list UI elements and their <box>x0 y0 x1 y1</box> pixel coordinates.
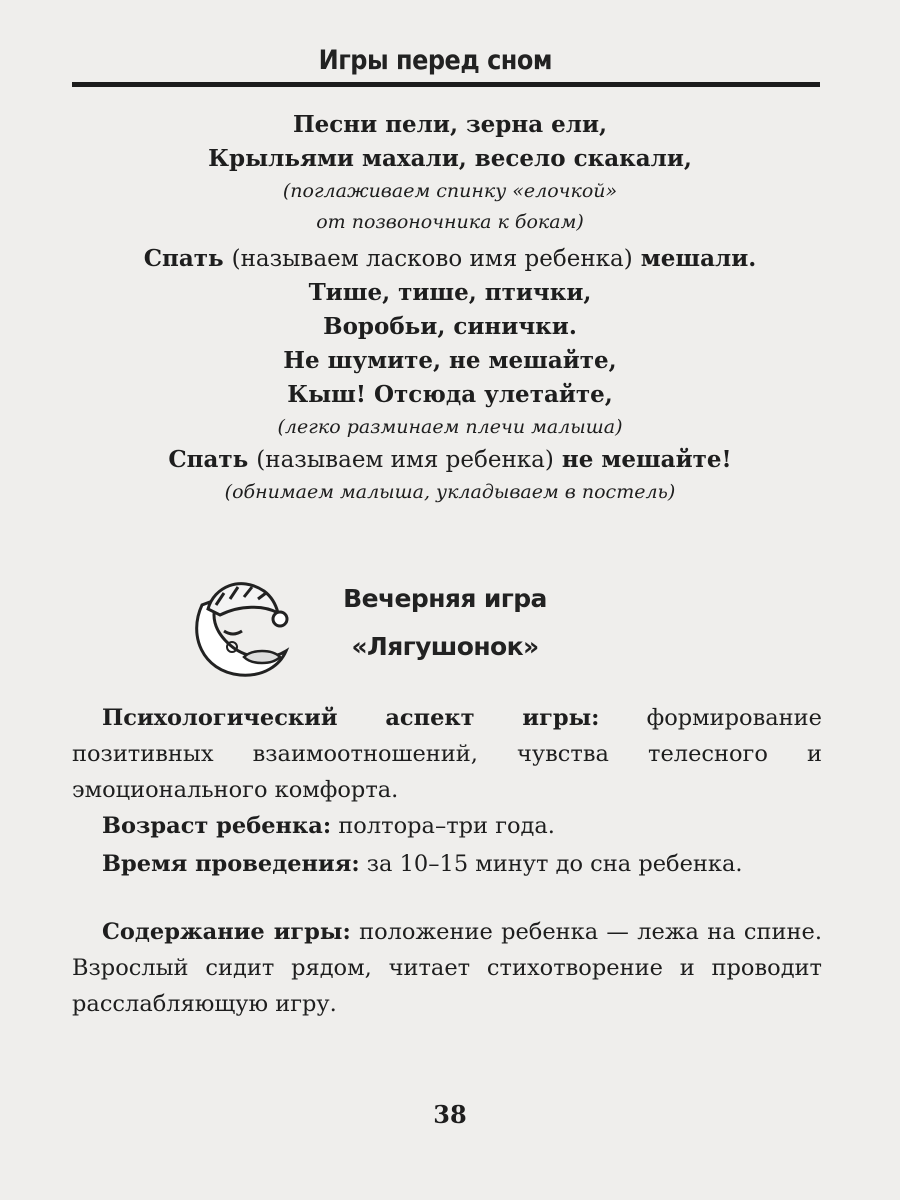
game-title-line-1: Вечерняя игра <box>343 584 547 613</box>
poem-inline-note: (называем имя ребенка) <box>256 447 554 473</box>
time-text: за 10–15 минут до сна ребенка. <box>366 851 743 877</box>
psych-aspect-label: Психологический аспект игры: <box>102 705 600 731</box>
poem-instruction: (поглаживаем спинку «елочкой» <box>282 180 618 202</box>
game-title-line-2: «Лягушонок» <box>351 632 539 661</box>
poem-inline-note: (называем ласково имя ребенка) <box>231 246 633 272</box>
poem-line: Воробьи, синички. <box>323 313 577 340</box>
poem-line: Не шумите, не мешайте, <box>283 347 617 374</box>
age-label: Возраст ребенка: <box>102 813 332 839</box>
poem-line: Песни пели, зерна ели, <box>292 111 608 138</box>
poem-block <box>60 108 840 508</box>
psych-aspect-text: формирование позитивных взаимоотношений, чувства телесного и эмоционального комфорта. <box>72 705 822 803</box>
time-paragraph <box>72 846 822 882</box>
time-label: Время проведения: <box>102 851 360 877</box>
poem-word: не мешайте! <box>561 446 732 473</box>
poem-line: Крыльями махали, весело скакали, <box>208 145 692 172</box>
content-label: Содержание игры: <box>102 919 351 945</box>
header-rule <box>72 82 820 87</box>
poem-line <box>60 242 840 276</box>
age-text: полтора–три года. <box>338 813 555 839</box>
poem-word: Спать <box>143 245 224 272</box>
poem-word: мешали. <box>640 245 757 272</box>
poem-line <box>60 443 840 477</box>
running-header-title: Игры перед сном <box>318 44 552 76</box>
poem-line: Тише, тише, птички, <box>308 279 592 306</box>
content-text: положение ребенка — лежа на спине. Взрослый сидит рядом, читает стихотворение и проводит расслабляющую игру. <box>72 919 822 1017</box>
poem-instruction: (легко разминаем плечи малыша) <box>277 416 623 438</box>
poem-instruction: от позвоночника к бокам) <box>316 211 584 233</box>
content-paragraph <box>72 914 822 1022</box>
page-number: 38 <box>433 1100 467 1129</box>
poem-line: Кыш! Отсюда улетайте, <box>287 381 613 408</box>
psych-aspect-paragraph <box>72 700 822 808</box>
poem-instruction: (обнимаем малыша, укладываем в постель) <box>224 481 676 503</box>
sleeping-moon-icon <box>180 565 300 685</box>
age-paragraph <box>72 808 822 844</box>
poem-word: Спать <box>168 446 249 473</box>
